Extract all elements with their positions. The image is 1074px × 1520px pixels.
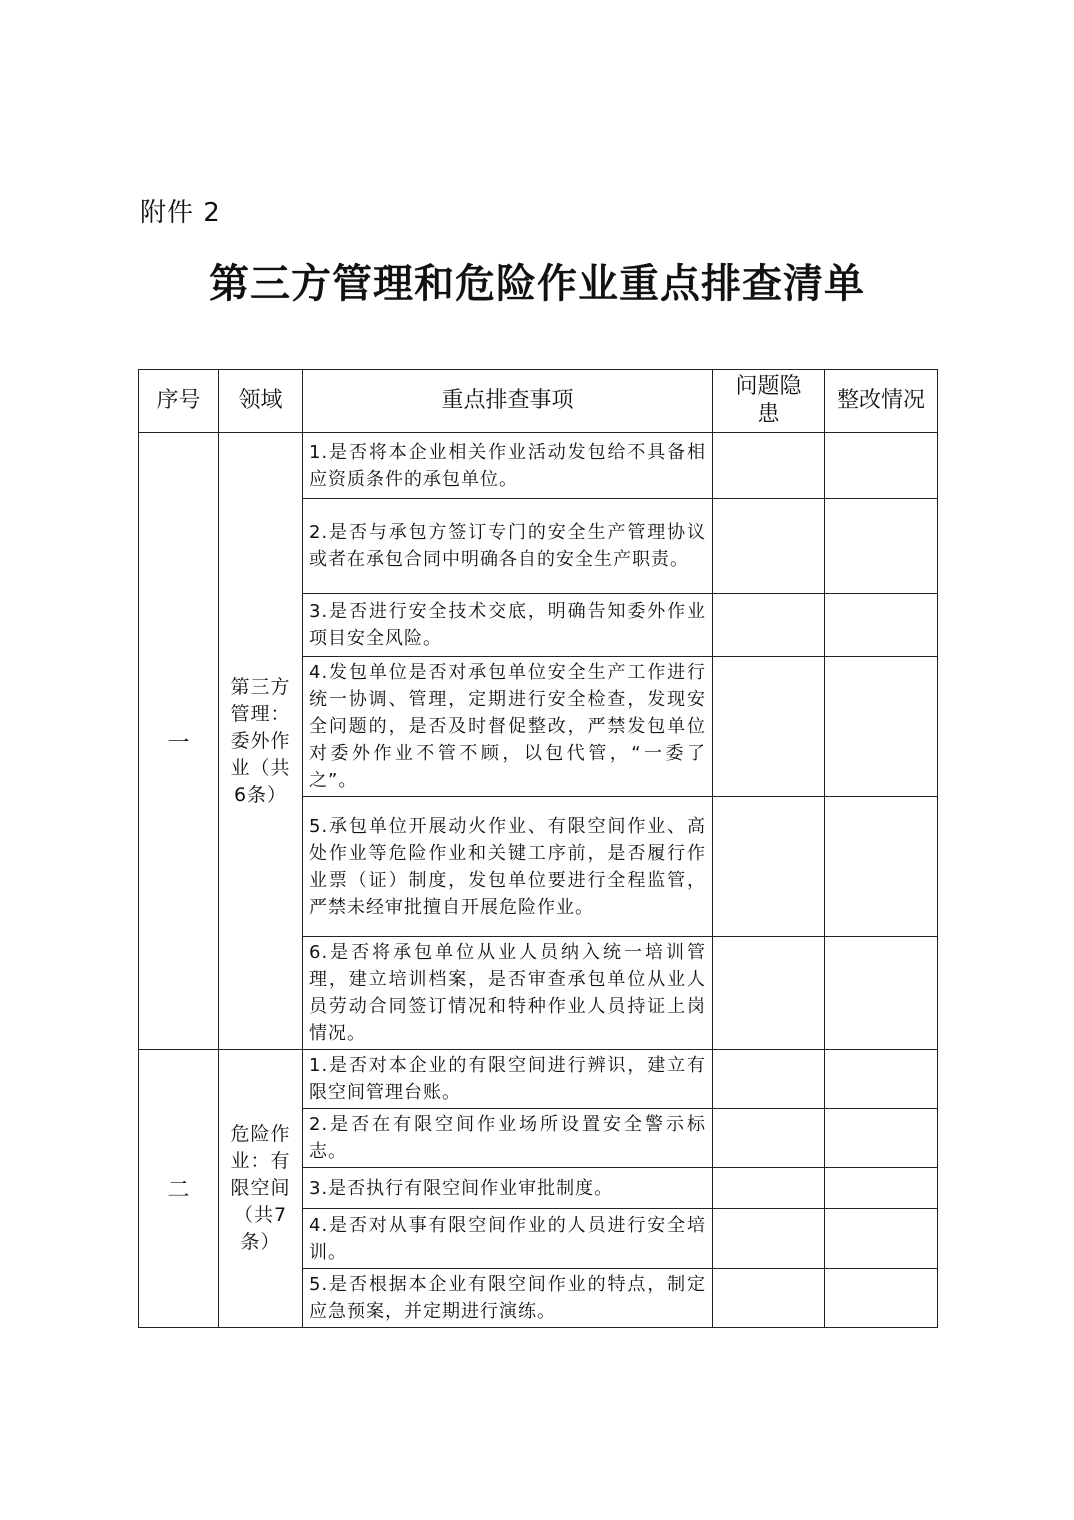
fix-cell[interactable] <box>825 1050 938 1109</box>
group-area: 危险作业：有限空间（共7条） <box>219 1050 303 1328</box>
group-number: 一 <box>139 433 219 1050</box>
header-item: 重点排查事项 <box>303 370 713 433</box>
issue-cell[interactable] <box>713 594 825 657</box>
fix-cell[interactable] <box>825 1109 938 1168</box>
check-item: 5.承包单位开展动火作业、有限空间作业、高处作业等危险作业和关键工序前，是否履行作业票（证）制度，发包单位要进行全程监管，严禁未经审批擅自开展危险作业。 <box>303 797 713 937</box>
issue-cell[interactable] <box>713 499 825 594</box>
issue-cell[interactable] <box>713 1050 825 1109</box>
check-item: 2.是否与承包方签订专门的安全生产管理协议或者在承包合同中明确各自的安全生产职责。 <box>303 499 713 594</box>
issue-cell[interactable] <box>713 1269 825 1328</box>
table-row <box>139 433 938 499</box>
check-item: 3.是否执行有限空间作业审批制度。 <box>303 1168 713 1209</box>
check-item: 6.是否将承包单位从业人员纳入统一培训管理，建立培训档案，是否审查承包单位从业人员劳动合同签订情况和特种作业人员持证上岗情况。 <box>303 937 713 1050</box>
fix-cell[interactable] <box>825 1209 938 1269</box>
checklist-table <box>138 369 938 1328</box>
fix-cell[interactable] <box>825 657 938 797</box>
table-row <box>139 1050 938 1109</box>
document-title: 第三方管理和危险作业重点排查清单 <box>209 261 865 307</box>
header-issue: 问题隐患 <box>713 370 825 433</box>
issue-cell[interactable] <box>713 1109 825 1168</box>
check-item: 3.是否进行安全技术交底，明确告知委外作业项目安全风险。 <box>303 594 713 657</box>
check-item: 1.是否将本企业相关作业活动发包给不具备相应资质条件的承包单位。 <box>303 433 713 499</box>
fix-cell[interactable] <box>825 433 938 499</box>
fix-cell[interactable] <box>825 937 938 1050</box>
check-item: 1.是否对本企业的有限空间进行辨识，建立有限空间管理台账。 <box>303 1050 713 1109</box>
issue-cell[interactable] <box>713 797 825 937</box>
issue-cell[interactable] <box>713 1168 825 1209</box>
issue-cell[interactable] <box>713 433 825 499</box>
issue-cell[interactable] <box>713 937 825 1050</box>
header-row <box>139 370 938 433</box>
group-area: 第三方管理：委外作业（共6条） <box>219 433 303 1050</box>
issue-cell[interactable] <box>713 1209 825 1269</box>
header-area: 领域 <box>219 370 303 433</box>
check-item: 5.是否根据本企业有限空间作业的特点，制定应急预案，并定期进行演练。 <box>303 1269 713 1328</box>
group-number: 二 <box>139 1050 219 1328</box>
header-fix: 整改情况 <box>825 370 938 433</box>
fix-cell[interactable] <box>825 594 938 657</box>
fix-cell[interactable] <box>825 1168 938 1209</box>
check-item: 4.发包单位是否对承包单位安全生产工作进行统一协调、管理，定期进行安全检查，发现安全问题的，是否及时督促整改，严禁发包单位对委外作业不管不顾，以包代管，“一委了之”。 <box>303 657 713 797</box>
attachment-label: 附件 2 <box>140 198 221 228</box>
check-item: 4.是否对从事有限空间作业的人员进行安全培训。 <box>303 1209 713 1269</box>
fix-cell[interactable] <box>825 1269 938 1328</box>
fix-cell[interactable] <box>825 499 938 594</box>
check-item: 2.是否在有限空间作业场所设置安全警示标志。 <box>303 1109 713 1168</box>
issue-cell[interactable] <box>713 657 825 797</box>
header-no: 序号 <box>139 370 219 433</box>
fix-cell[interactable] <box>825 797 938 937</box>
